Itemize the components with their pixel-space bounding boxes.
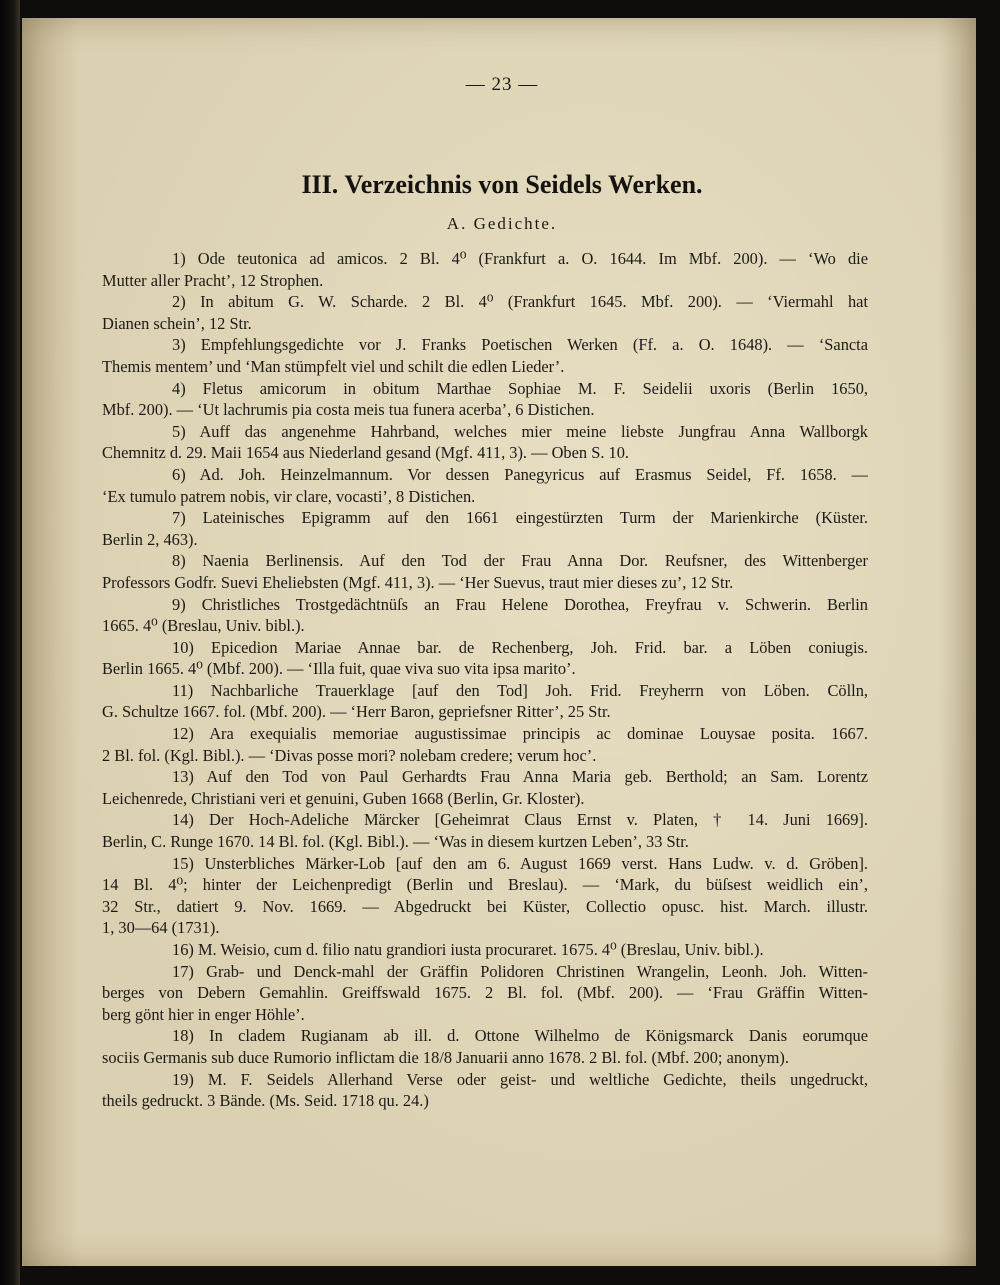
entry-line: 11) Nachbarliche Trauerklage [auf den Tod] Joh. Frid. Freyherrn von Löben. Cölln, (172, 680, 868, 700)
entry-line: 14) Der Hoch-Adeliche Märcker [Geheimrat Claus Ernst v. Platen, † 14. Juni 1669]. (172, 810, 868, 830)
bibliography-entry (102, 1069, 868, 1112)
section-heading: III. Verzeichnis von Seidels Werken. (301, 170, 703, 199)
entry-line: 10) Epicedion Mariae Annae bar. de Rechenberg, Joh. Frid. bar. a Löben coniugis. (172, 637, 868, 657)
entry-line: 9) Christliches Trostgedächtnüſs an Frau Helene Dorothea, Freyfrau v. Schwerin. Berlin (172, 594, 868, 614)
page-number: — 23 — (465, 74, 539, 95)
entry-line: Berlin 2, 463). (102, 529, 198, 549)
bibliography-entry (102, 421, 868, 464)
bibliography-entry (102, 766, 868, 809)
bibliography-entry (102, 594, 868, 637)
entry-line: 1) Ode teutonica ad amicos. 2 Bl. 4⁰ (Frankfurt a. O. 1644. Im Mbf. 200). — ‘Wo die (172, 249, 868, 268)
entry-line: G. Schultze 1667. fol. (Mbf. 200). — ‘Herr Baron, gepriefsner Ritter’, 25 Str. (102, 702, 611, 722)
entry-line: Mutter aller Pracht’, 12 Strophen. (102, 270, 324, 290)
entry-line: 5) Auff das angenehme Hahrband, welches mier meine liebste Jungfrau Anna Wallborgk (172, 421, 868, 441)
entry-line: 7) Lateinisches Epigramm auf den 1661 eingestürzten Turm der Marienkirche (Küster. (172, 508, 868, 528)
entry-line: 6) Ad. Joh. Heinzelmannum. Vor dessen Panegyricus auf Erasmus Seidel, Ff. 1658. — (172, 464, 868, 484)
entry-line: 1, 30—64 (1731). (102, 918, 220, 938)
entry-line: 3) Empfehlungsgedichte vor J. Franks Poetischen Werken (Ff. a. O. 1648). — ‘Sancta (172, 335, 868, 355)
entry-line: Mbf. 200). — ‘Ut lachrumis pia costa meis tua funera acerba’, 6 Distichen. (102, 400, 595, 420)
entry-line: 13) Auf den Tod von Paul Gerhardts Frau Anna Maria geb. Berthold; an Sam. Lorentz (172, 767, 868, 787)
entry-line: 17) Grab- und Denck-mahl der Gräffin Polidoren Christinen Wrangelin, Leonh. Joh. Witten- (172, 961, 868, 981)
entry-line: 2 Bl. fol. (Kgl. Bibl.). — ‘Divas posse mori? nolebam credere; verum hoc’. (102, 745, 597, 765)
bibliography-entry (102, 334, 868, 377)
entry-line: 2) In abitum G. W. Scharde. 2 Bl. 4⁰ (Frankfurt 1645. Mbf. 200). — ‘Viermahl hat (172, 292, 868, 312)
entry-line: sociis Germanis sub duce Rumorio inflictam die 18/8 Januarii anno 1678. 2 Bl. fol. (Mbf. 200; anonym). (102, 1047, 789, 1067)
book-spine-edge (0, 0, 20, 1285)
entry-line: berges von Debern Gemahlin. Greiffswald 1675. 2 Bl. fol. (Mbf. 200). — ‘Frau Gräffin Witten- (102, 983, 868, 1003)
bibliography-entry (102, 550, 868, 593)
entry-line: Berlin 1665. 4⁰ (Mbf. 200). — ‘Illa fuit, quae viva suo vita ipsa marito’. (102, 659, 576, 679)
entry-line: 1665. 4⁰ (Breslau, Univ. bibl.). (102, 616, 305, 636)
bibliography-list (102, 248, 868, 1112)
entry-line: 4) Fletus amicorum in obitum Marthae Sophiae M. F. Seidelii uxoris (Berlin 1650, (172, 378, 868, 398)
bibliography-entry (102, 378, 868, 421)
entry-line: 19) M. F. Seidels Allerhand Verse oder geist- und weltliche Gedichte, theils ungedruckt, (172, 1069, 868, 1089)
bibliography-entry (102, 961, 868, 1026)
entry-line: 12) Ara exequialis memoriae augustissimae principis ac dominae Louysae posita. 1667. (172, 724, 868, 744)
entry-line: Berlin, C. Runge 1670. 14 Bl. fol. (Kgl. Bibl.). — ‘Was in diesem kurtzen Leben’, 33 Str. (102, 832, 689, 852)
bibliography-entry (102, 637, 868, 680)
entry-line: 18) In cladem Rugianam ab ill. d. Ottone Wilhelmo de Königsmarck Danis eorumque (172, 1026, 868, 1046)
entry-line: 14 Bl. 4⁰; hinter der Leichenpredigt (Berlin und Breslau). — ‘Mark, du büſsest weidlich ein’, (102, 875, 868, 895)
entry-line: 32 Str., datiert 9. Nov. 1669. — Abgedruckt bei Küster, Collectio opusc. hist. March. illustr. (102, 896, 868, 916)
entry-line: Themis mentem’ und ‘Man stümpfelt viel und schilt die edlen Lieder’. (102, 356, 565, 376)
entry-line: 15) Unsterbliches Märker-Lob [auf den am 6. August 1669 verst. Hans Ludw. v. d. Gröben]. (172, 853, 868, 873)
entry-line: 8) Naenia Berlinensis. Auf den Tod der Frau Anna Dor. Reufsner, des Wittenberger (172, 551, 868, 571)
entry-line: Leichenrede, Christiani veri et genuini, Guben 1668 (Berlin, Gr. Kloster). (102, 788, 585, 808)
entry-line: berg gönt hier in enger Höhle’. (102, 1004, 305, 1024)
bibliography-entry (102, 1025, 868, 1068)
bibliography-entry (102, 507, 868, 550)
bibliography-entry (102, 939, 868, 961)
entry-line: 16) M. Weisio, cum d. filio natu grandiori iusta procuraret. 1675. 4⁰ (Breslau, Univ. bibl.). (172, 940, 764, 959)
bibliography-entry (102, 248, 868, 291)
bibliography-entry (102, 464, 868, 507)
entry-line: Chemnitz d. 29. Maii 1654 aus Niederland gesand (Mgf. 411, 3). — Oben S. 10. (102, 443, 629, 463)
entry-line: theils gedruckt. 3 Bände. (Ms. Seid. 1718 qu. 24.) (102, 1091, 429, 1111)
bibliography-entry (102, 723, 868, 766)
document-page (22, 18, 976, 1266)
entry-line: Professors Godfr. Suevi Eheliebsten (Mgf. 411, 3). — ‘Her Suevus, traut mier dieses zu’, 12 Str. (102, 572, 734, 592)
bibliography-entry (102, 291, 868, 334)
bibliography-entry (102, 809, 868, 852)
bibliography-entry (102, 853, 868, 939)
entry-line: Dianen schein’, 12 Str. (102, 313, 252, 333)
entry-line: ‘Ex tumulo patrem nobis, vir clare, vocasti’, 8 Distichen. (102, 486, 476, 506)
bibliography-entry (102, 680, 868, 723)
subsection-heading: A. Gedichte. (446, 214, 558, 233)
